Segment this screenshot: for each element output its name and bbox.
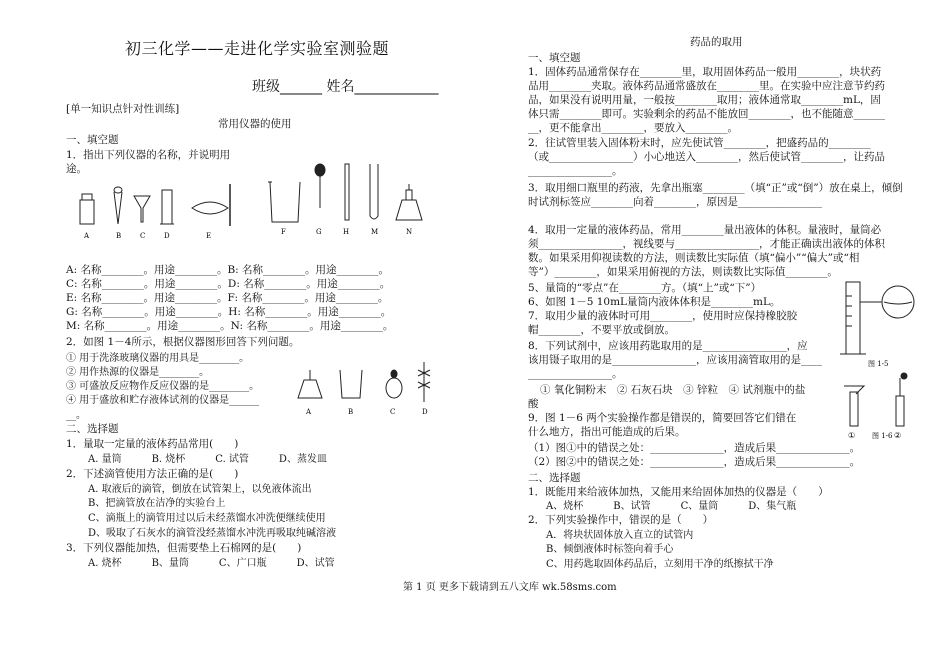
section-tag: [单一知识点针对性训练] xyxy=(66,103,180,115)
fig-mark: ② xyxy=(894,431,902,440)
body-line: 1．固体药品通常保存在________里，取用固体药品一般用________，块状药 xyxy=(528,66,882,78)
magnifier-circle-icon xyxy=(860,286,914,318)
heading-choice: 二、选择题 xyxy=(528,472,581,484)
choice-2-option: C、滴瓶上的滴管用过以后未经蒸馏水冲洗便继续使用 xyxy=(88,513,326,524)
choice-2-option: A．将块状固体放入直立的试管内 xyxy=(546,530,694,541)
name-row: M: 名称________。用途________。N: 名称________。用途________。 xyxy=(66,320,394,332)
section-subtitle: 药品的取用 xyxy=(690,36,743,48)
figure-1-4 xyxy=(290,362,440,418)
body-line: （2）图②中的错误之处：______________，造成后果______________。 xyxy=(528,456,861,468)
name-row: G: 名称________。用途________。H: 名称________。用途________。 xyxy=(66,306,392,318)
question-2-text: 2．如图 1－4所示，根据仪器图形回答下列问题。 xyxy=(66,336,300,348)
heading-fill-blank: 一、填空题 xyxy=(66,134,119,146)
figure-1-5 xyxy=(838,276,938,370)
body-line: （1）图①中的错误之处：______________，造成后果______________。 xyxy=(528,442,861,454)
figure-caption: 图 1-6 xyxy=(872,432,893,440)
fig-label: E xyxy=(206,232,212,240)
choice-1-options: A. 量筒 B. 烧杯 C. 试管 D、蒸发皿 xyxy=(88,454,327,465)
wide-mouth-bottle-icon xyxy=(80,194,94,224)
body-line: ________________。 xyxy=(528,165,623,177)
choice-3-options: A. 烧杯 B、量筒 C、广口瓶 D、试管 xyxy=(88,558,335,569)
body-line: 酸 xyxy=(528,398,539,410)
beaker-icon xyxy=(340,370,362,398)
body-line: 等”）________，如果采用俯视的方法，则读数比实际值________。 xyxy=(528,266,838,278)
fig-label: C xyxy=(140,232,146,240)
beaker-icon xyxy=(268,182,300,222)
choice-1: 1．既能用来给液体加热，又能用来给固体加热的仪器是（ ） xyxy=(528,486,829,498)
body-line: 9．图 1－6 两个实验操作都是错误的，简要回答它们错在 xyxy=(528,412,797,424)
dropper-bottle-icon xyxy=(386,370,402,398)
q2-item: ④ 用于盛放和贮存液体试剂的仪器是______ xyxy=(66,395,260,406)
choice-1-options: A、烧杯 B、试管 C、量筒 D、集气瓶 xyxy=(546,501,797,512)
body-line: __，更不能拿出________，要放入________。 xyxy=(528,122,738,134)
test-tube-with-dropper-icon xyxy=(896,373,907,426)
body-line: 6、如图 1－5 10mL量筒内液体体积是________mL。 xyxy=(528,296,781,308)
choice-2: 2．下列实验操作中，错误的是（ ） xyxy=(528,514,714,526)
glass-rod-icon xyxy=(345,164,349,220)
crucible-tongs-icon xyxy=(114,187,122,224)
body-line: 4．取用一定量的液体药品，常用________量出液体的体积。量液时，量筒必 xyxy=(528,224,882,236)
fig-label: F xyxy=(281,228,286,236)
body-line: 3．取用细口瓶里的药液，先拿出瓶塞________（填“正”或“倒”）放在桌上，倾倒时试剂标签应________向着________，原因是________________ xyxy=(528,182,903,208)
figure-1-6 xyxy=(838,372,938,442)
graduated-cylinder-icon xyxy=(840,282,866,354)
choice-2-option: B、把滴管放在洁净的实验台上 xyxy=(88,498,226,509)
body-line: 须________________，视线要与________________，才能正确读出液体的体积 xyxy=(528,238,885,250)
graduated-cylinder-icon xyxy=(160,190,174,224)
body-line: 帽________，不要平放或倒放。 xyxy=(528,324,675,336)
fig-label: H xyxy=(343,228,350,236)
body-line: 5、量筒的“零点”在________方。（填“上”或“下”） xyxy=(528,282,762,294)
page-footer: 第 1 页 更多下载请到五八文库 wk.58sms.com xyxy=(403,582,617,593)
dropper-icon xyxy=(315,164,325,208)
fig-label: A xyxy=(306,408,312,416)
fig-label: A xyxy=(84,232,90,240)
choice-2-option: A. 取液后的滴管，倒放在试管架上，以免液体流出 xyxy=(88,484,312,495)
body-line: 7．取用少量的液体时可用________，使用时应保持橡胶胶 xyxy=(528,310,798,322)
fig-label: C xyxy=(390,408,396,416)
body-line: 2．往试管里装入固体粉末时，应先使试管________，把盛药品的________ xyxy=(528,137,871,149)
q2-item: ③ 可盛放反应物作反应仪器的是________。 xyxy=(66,381,260,392)
section-subtitle: 常用仪器的使用 xyxy=(218,118,292,130)
fig-label: M xyxy=(371,228,379,236)
page-title: 初三化学——走进化学实验室测验题 xyxy=(125,39,390,58)
choice-2: 2．下述滴管使用方法正确的是( ) xyxy=(66,468,239,480)
evaporating-dish-icon xyxy=(192,202,228,214)
body-line: ________________。 xyxy=(528,368,623,380)
body-line: 该用镊子取用的是________________，应该用滴管取用的是____ xyxy=(528,354,822,366)
class-name-line: 班级______ 姓名____________ xyxy=(252,79,439,95)
question-1-text-cont: 途。 xyxy=(66,163,87,175)
choice-3: 3．下列仪器能加热，但需要垫上石棉网的是( ) xyxy=(66,542,302,554)
name-row: E: 名称________。用途________。F: 名称________。用途________。 xyxy=(66,292,389,304)
choice-1: 1．量取一定量的液体药品常用( ) xyxy=(66,438,239,450)
q2-item: ② 用作热源的仪器是________。 xyxy=(66,367,210,378)
body-line: （或________________）小心地送入________，然后使试管________，让药品 xyxy=(528,151,885,163)
body-line: 品用________夹取。液体药品通常盛放在________里。在实验中应注意节约药 xyxy=(528,80,885,92)
choice-2-option: C、用药匙取固体药品后，立刻用干净的纸擦拭干净 xyxy=(546,559,774,570)
name-row: C: 名称________。用途________。D: 名称________。用途________。 xyxy=(66,278,391,290)
body-line: 体只需________即可。实验剩余的药品不能放回________，也不能随意______ xyxy=(528,108,885,120)
choice-2-option: B、倾倒液体时标签向着手心 xyxy=(546,544,674,555)
alcohol-lamp-icon xyxy=(298,370,322,398)
body-line: ① 氧化铜粉末 ② 石灰石块 ③ 锌粒 ④ 试剂瓶中的盐 xyxy=(540,384,806,396)
fig-label: D xyxy=(422,408,428,416)
instruments-figure xyxy=(66,160,446,240)
alcohol-lamp-icon xyxy=(396,184,422,220)
funnel-icon xyxy=(134,196,150,222)
test-tube-with-funnel-icon xyxy=(844,386,864,426)
figure-caption: 图 1-5 xyxy=(868,360,889,368)
fig-label: B xyxy=(348,408,354,416)
q2-item: ① 用于洗涤玻璃仪器的用具是________。 xyxy=(66,353,250,364)
body-line: 数。如果采用仰视读数的方法，则读数比实际值（填“偏小”“偏大”或“相 xyxy=(528,252,860,264)
name-row: A: 名称________。用途________。B: 名称________。用途________。 xyxy=(66,264,390,276)
heading-fill-blank: 一、填空题 xyxy=(528,52,581,64)
test-tube-brush-icon xyxy=(418,362,430,402)
heading-choice: 二、选择题 xyxy=(66,423,119,435)
body-line: 品，如果没有说明用量，一般按________取用；液体通常取________mL，固 xyxy=(528,94,881,106)
body-line: 8．下列试剂中，应该用药匙取用的是________________，应 xyxy=(528,340,808,352)
fig-label: N xyxy=(406,228,413,236)
fig-label: G xyxy=(316,228,322,236)
body-line: 什么地方，指出可能造成的后果。 xyxy=(528,426,686,438)
choice-2-option: D、吸取了石灰水的滴管没经蒸馏水冲洗再吸取纯碱溶液 xyxy=(88,528,337,539)
question-1-text: 1．指出下列仪器的名称，并说明用 xyxy=(66,149,231,161)
fig-mark: ① xyxy=(848,431,856,440)
q2-item-tail: __。 xyxy=(66,410,86,421)
fig-label: B xyxy=(116,232,122,240)
fig-label: D xyxy=(164,232,170,240)
test-tube-icon xyxy=(370,164,378,219)
